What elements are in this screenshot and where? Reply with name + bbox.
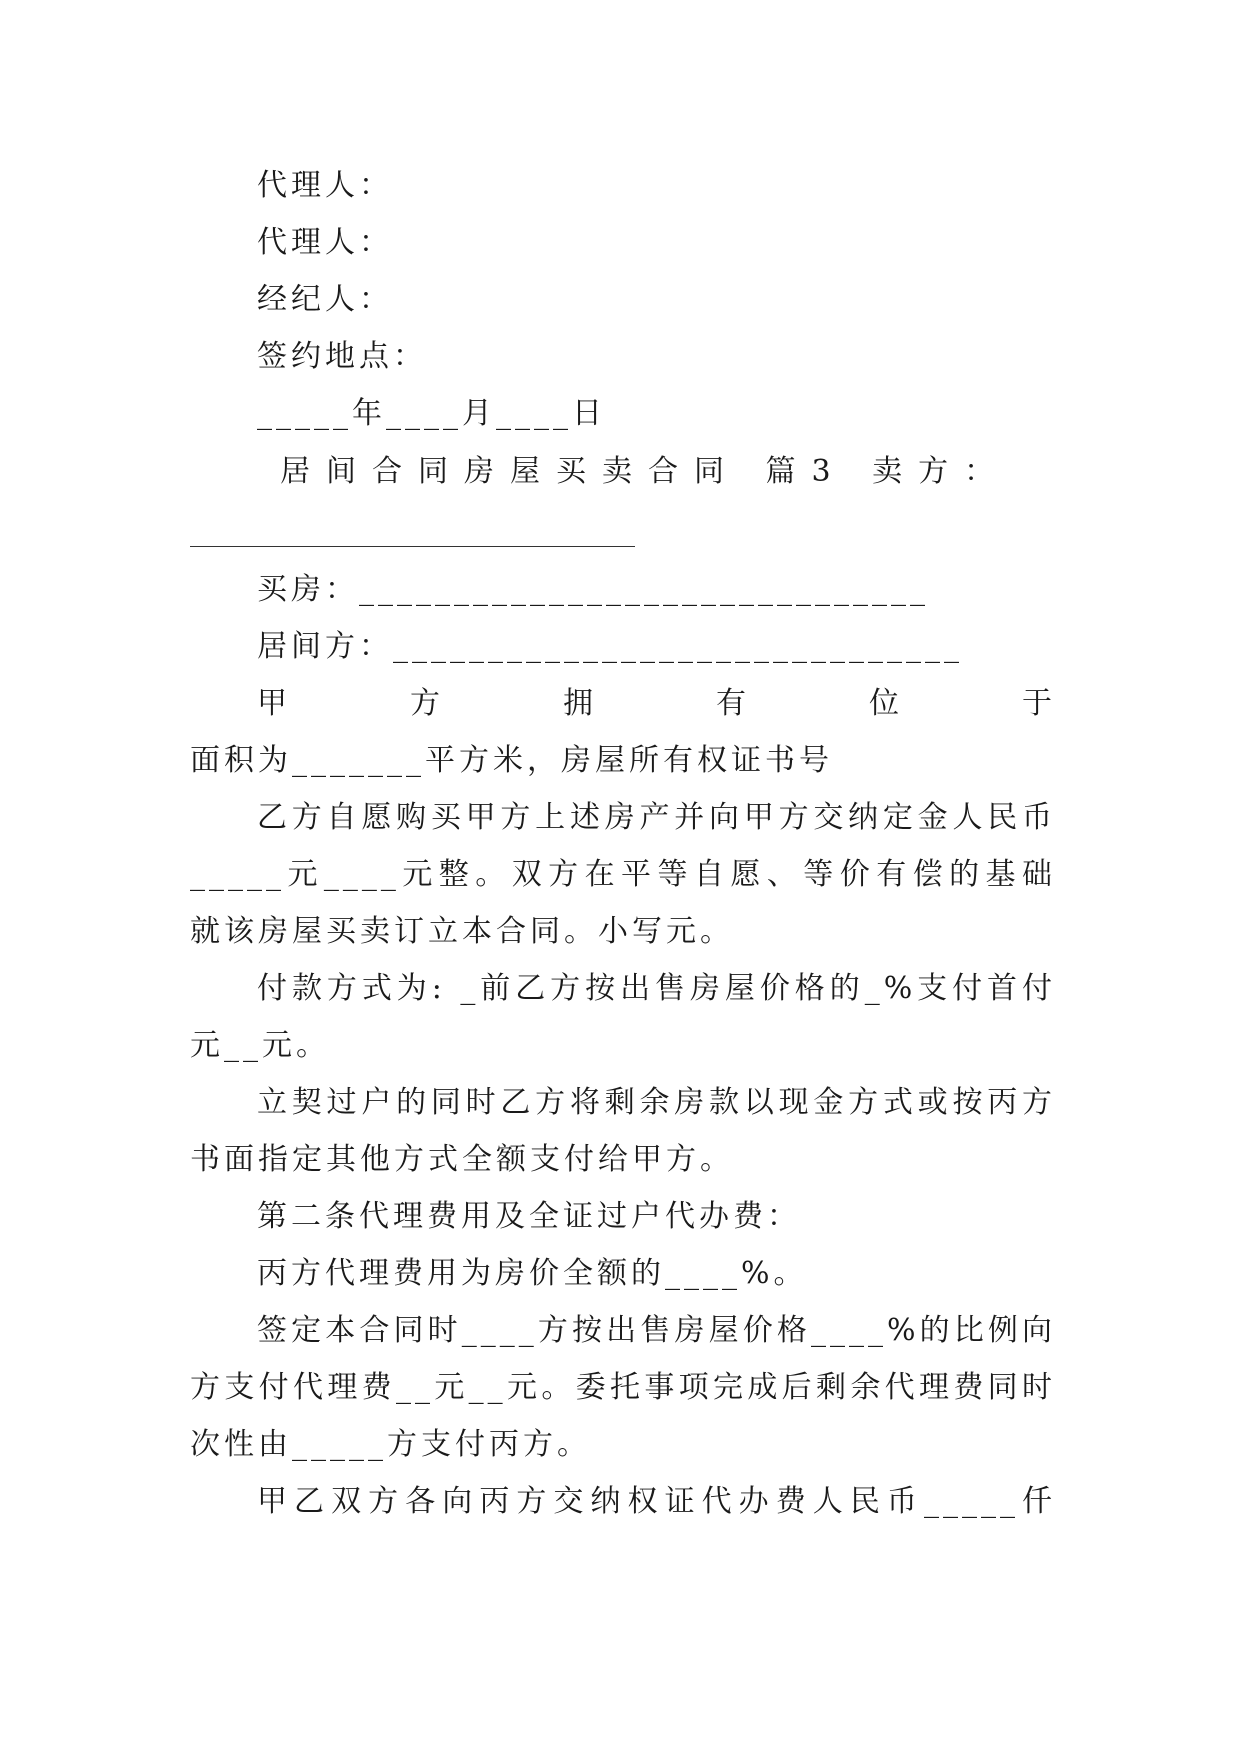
deposit-line-2: _____元____元整。双方在平等自愿、等价有偿的基础 — [190, 857, 1056, 892]
agent-line-2: 代理人： — [257, 225, 393, 260]
deposit-line-1: 乙方自愿购买甲方上述房产并向甲方交纳定金人民币 — [257, 800, 1056, 835]
deposit-line-3: 就该房屋买卖订立本合同。小写元。 — [190, 914, 734, 949]
agency-fee-line-1: 签定本合同时____方按出售房屋价格____%的比例向 — [257, 1313, 1056, 1348]
date-line: _____年____月____日 — [257, 396, 606, 431]
article-two-heading: 第二条代理费用及全证过户代办费： — [257, 1199, 801, 1234]
payment-method-line-2: 元__元。 — [190, 1028, 330, 1063]
buyer-line: 买房：______________________________ — [257, 572, 929, 607]
agency-fee-rate-line: 丙方代理费用为房价全额的____%。 — [257, 1256, 808, 1291]
property-area-line: 面积为_______平方米，房屋所有权证书号 — [190, 743, 833, 778]
transfer-line-1: 立契过户的同时乙方将剩余房款以现金方式或按丙方 — [257, 1085, 1056, 1120]
property-location-line: 甲方拥有位于 — [257, 686, 1056, 721]
broker-line: 经纪人： — [257, 282, 393, 317]
payment-method-line-1: 付款方式为: _前乙方按出售房屋价格的_%支付首付 — [257, 971, 1056, 1006]
intermediary-line: 居间方：______________________________ — [257, 629, 963, 664]
agency-fee-line-3: 次性由_____方支付丙方。 — [190, 1427, 591, 1462]
transfer-line-2: 书面指定其他方式全额支付给甲方。 — [190, 1142, 734, 1177]
certificate-fee-line: 甲乙双方各向丙方交纳权证代办费人民币_____仟 — [257, 1484, 1056, 1519]
signing-place-line: 签约地点： — [257, 339, 427, 374]
contract-title-line: 居间合同房屋买卖合同 篇3 卖方： — [280, 454, 1011, 489]
seller-blank-rule — [190, 546, 635, 547]
agency-fee-line-2: 方支付代理费__元__元。委托事项完成后剩余代理费同时 — [190, 1370, 1056, 1405]
agent-line-1: 代理人： — [257, 168, 393, 203]
